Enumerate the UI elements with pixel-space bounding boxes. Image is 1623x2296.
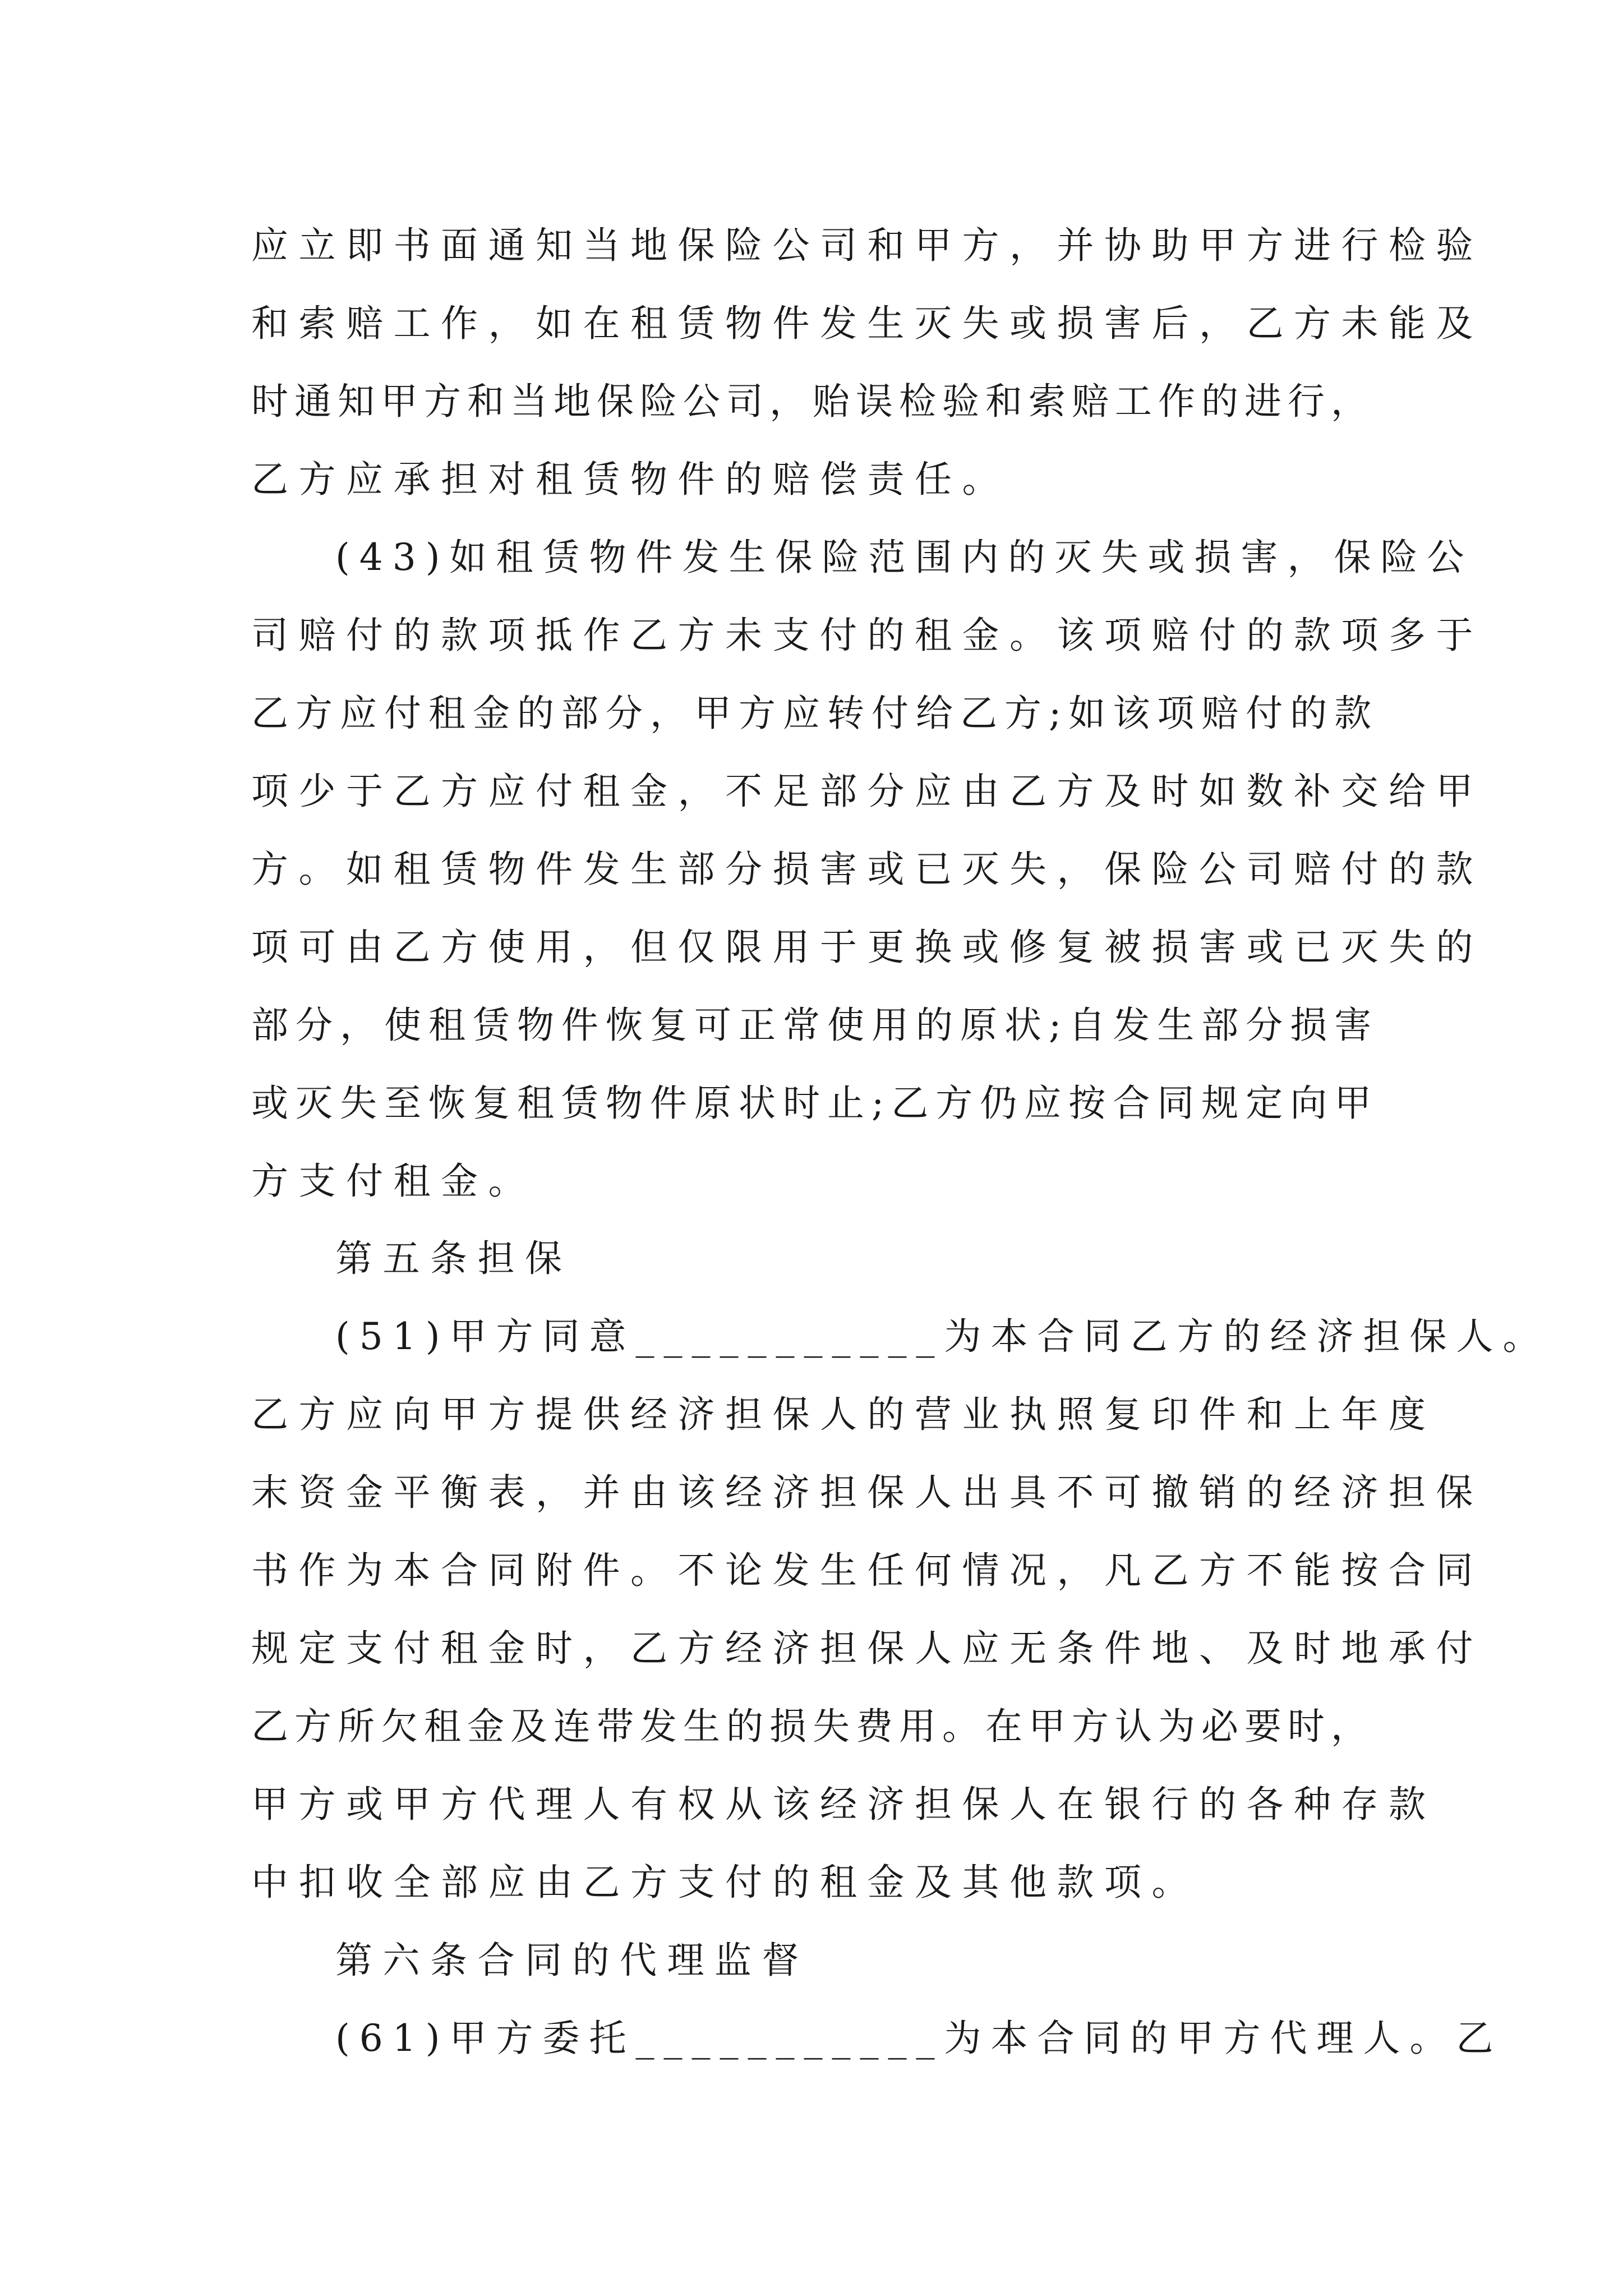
text-line: 应立即书面通知当地保险公司和甲方，并协助甲方进行检验 [251,224,1483,267]
text-line: 乙方所欠租金及连带发生的损失费用。在甲方认为必要时， [251,1705,1374,1748]
text-line: 书作为本合同附件。不论发生任何情况，凡乙方不能按合同 [251,1549,1483,1592]
text-line: 甲方或甲方代理人有权从该经济担保人在银行的各种存款 [251,1783,1436,1826]
text-line: 乙方应付租金的部分，甲方应转付给乙方;如该项赔付的款 [251,692,1379,735]
section-heading-article-5: 第五条担保 [335,1237,573,1280]
paragraph-51-start: (51)甲方同意___________为本合同乙方的经济担保人。 [335,1315,1550,1358]
text-line: 中扣收全部应由乙方支付的租金及其他款项。 [251,1861,1199,1904]
text-line: 末资金平衡表，并由该经济担保人出具不可撤销的经济担保 [251,1471,1483,1514]
paragraph-43-start: (43)如租赁物件发生保险范围内的灭失或损害，保险公 [335,536,1474,579]
text-line: 司赔付的款项抵作乙方未支付的租金。该项赔付的款项多于 [251,614,1483,657]
text-line: 部分，使租赁物件恢复可正常使用的原状;自发生部分损害 [251,1004,1379,1047]
text-line: 方支付租金。 [251,1159,536,1203]
section-heading-article-6: 第六条合同的代理监督 [335,1939,809,1982]
text-line: 乙方应向甲方提供经济担保人的营业执照复印件和上年度 [251,1393,1436,1436]
text-line: 项少于乙方应付租金，不足部分应由乙方及时如数补交给甲 [251,770,1483,813]
text-line: 和索赔工作，如在租赁物件发生灭失或损害后，乙方未能及 [251,302,1483,345]
paragraph-61-start: (61)甲方委托___________为本合同的甲方代理人。乙 [335,2017,1503,2060]
text-line: 或灭失至恢复租赁物件原状时止;乙方仍应按合同规定向甲 [251,1082,1379,1125]
text-line: 时通知甲方和当地保险公司，贻误检验和索赔工作的进行， [251,380,1374,423]
text-line: 规定支付租金时，乙方经济担保人应无条件地、及时地承付 [251,1627,1483,1670]
text-line: 方。如租赁物件发生部分损害或已灭失，保险公司赔付的款 [251,848,1483,891]
text-line: 项可由乙方使用，但仅限用于更换或修复被损害或已灭失的 [251,926,1483,969]
text-line: 乙方应承担对租赁物件的赔偿责任。 [251,458,1009,501]
